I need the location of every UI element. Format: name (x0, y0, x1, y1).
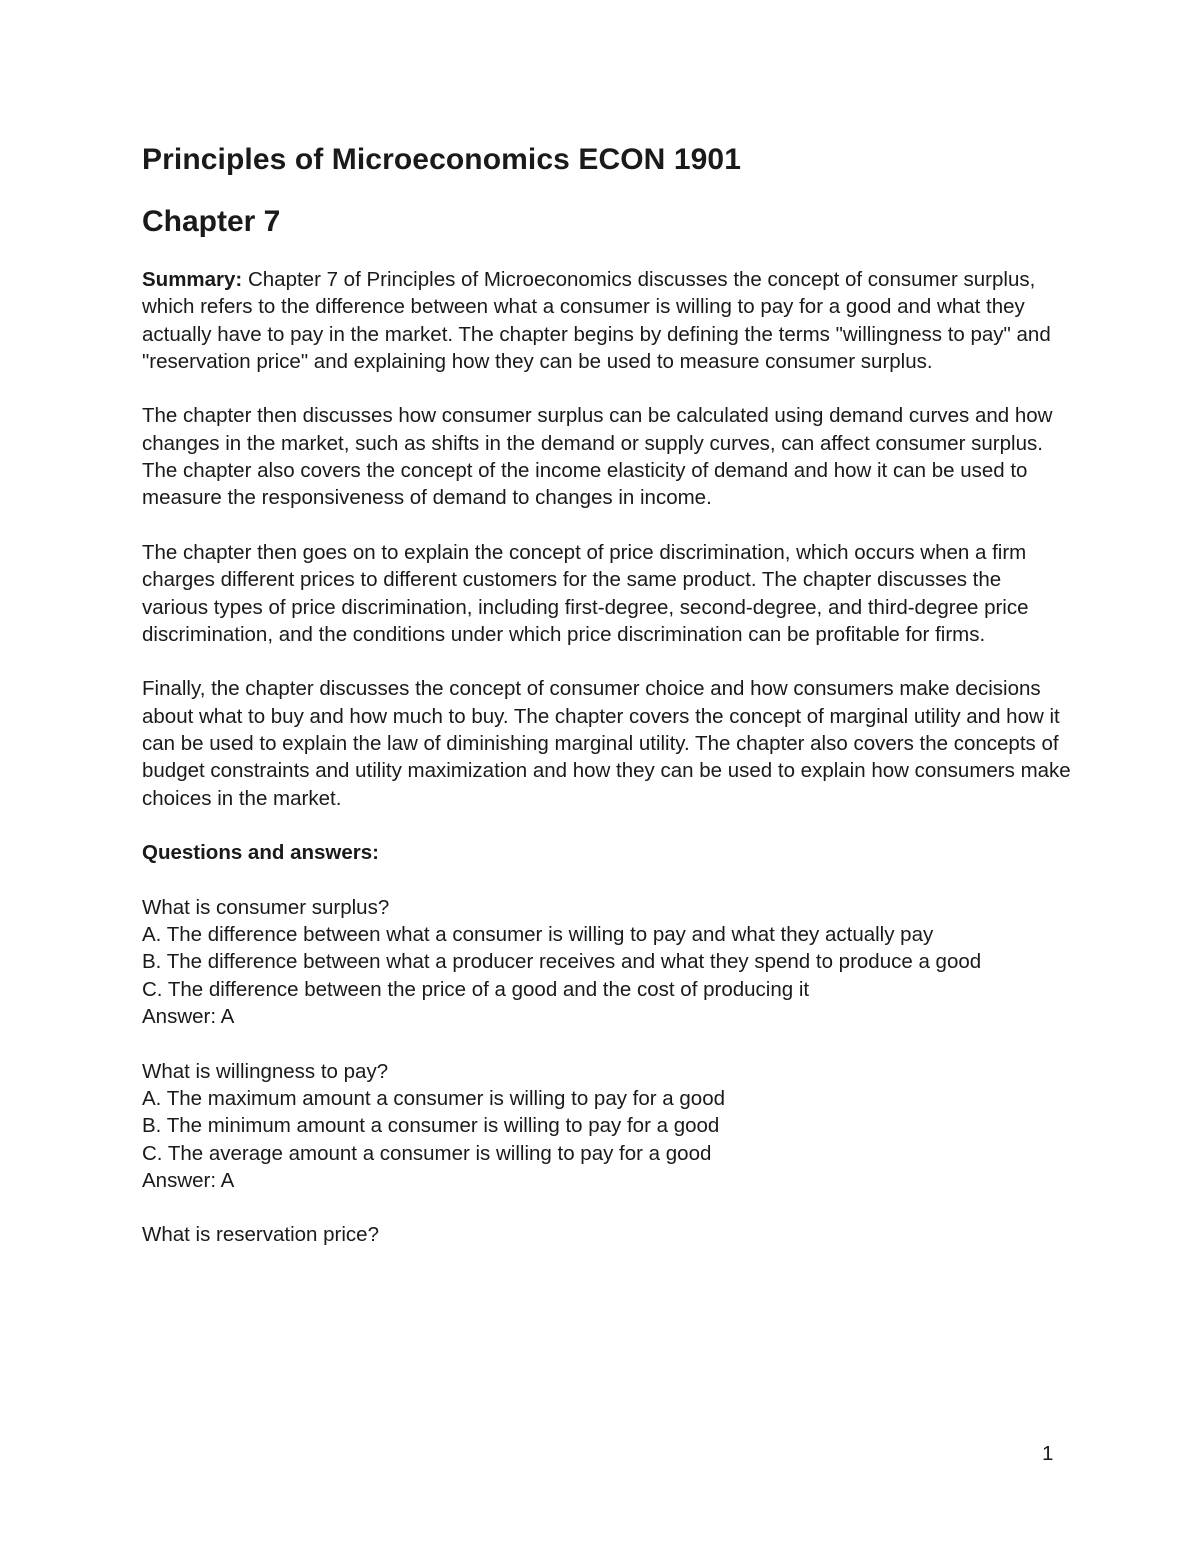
question-text: What is willingness to pay? (142, 1059, 389, 1083)
option-c: C. The average amount a consumer is willing to pay for a good (142, 1141, 712, 1165)
question-text: What is consumer surplus? (142, 895, 390, 919)
document-title: Principles of Microeconomics ECON 1901 (142, 143, 741, 176)
option-a: A. The difference between what a consumer is willing to pay and what they actually pay (142, 923, 934, 947)
qa-heading: Questions and answers: (142, 841, 379, 865)
option-b: B. The difference between what a producer receives and what they spend to produce a good (142, 950, 982, 974)
answer-text: Answer: A (142, 1168, 235, 1192)
option-a: A. The maximum amount a consumer is willing to pay for a good (142, 1086, 725, 1110)
body-paragraph-1: The chapter then discusses how consumer surplus can be calculated using demand curves and how changes in the market, such as shifts in the demand or supply curves, can affect consumer surplus. The chapter also covers the concept of the income elasticity of demand and how it can be used to measure the responsiveness of demand to changes in income. (142, 404, 1053, 510)
answer-text: Answer: A (142, 1005, 235, 1029)
question-block-2 (142, 1058, 1072, 1194)
question-block-3 (142, 1221, 1072, 1248)
body-paragraph-2: The chapter then goes on to explain the concept of price discrimination, which occurs when a firm charges different prices to different customers for the same product. The chapter discusses the various types of price discrimination, including first-degree, second-degree, and third-degree price discrimination, and the conditions under which price discrimination can be profitable for firms. (142, 540, 1029, 646)
option-b: B. The minimum amount a consumer is willing to pay for a good (142, 1114, 720, 1138)
question-block-1 (142, 894, 1072, 1030)
question-text: What is reservation price? (142, 1223, 379, 1247)
summary-text: Chapter 7 of Principles of Microeconomics discusses the concept of consumer surplus, which refers to the difference between what a consumer is willing to pay for a good and what they actually have to pay in the market. The chapter begins by defining the terms "willingness to pay" and "reservation price" and explaining how they can be used to measure consumer surplus. (142, 268, 1051, 373)
chapter-heading: Chapter 7 (142, 205, 281, 238)
summary-paragraph (142, 266, 1072, 375)
document-body (142, 138, 1072, 1249)
page-number: 1 (1042, 1442, 1054, 1465)
body-paragraph-3: Finally, the chapter discusses the concept of consumer choice and how consumers make decisions about what to buy and how much to buy. The chapter covers the concept of marginal utility and how it can be used to explain the law of diminishing marginal utility. The chapter also covers the concepts of budget constraints and utility maximization and how they can be used to explain how consumers make choices in the market. (142, 677, 1071, 810)
option-c: C. The difference between the price of a good and the cost of producing it (142, 977, 810, 1001)
summary-label: Summary: (142, 268, 243, 291)
